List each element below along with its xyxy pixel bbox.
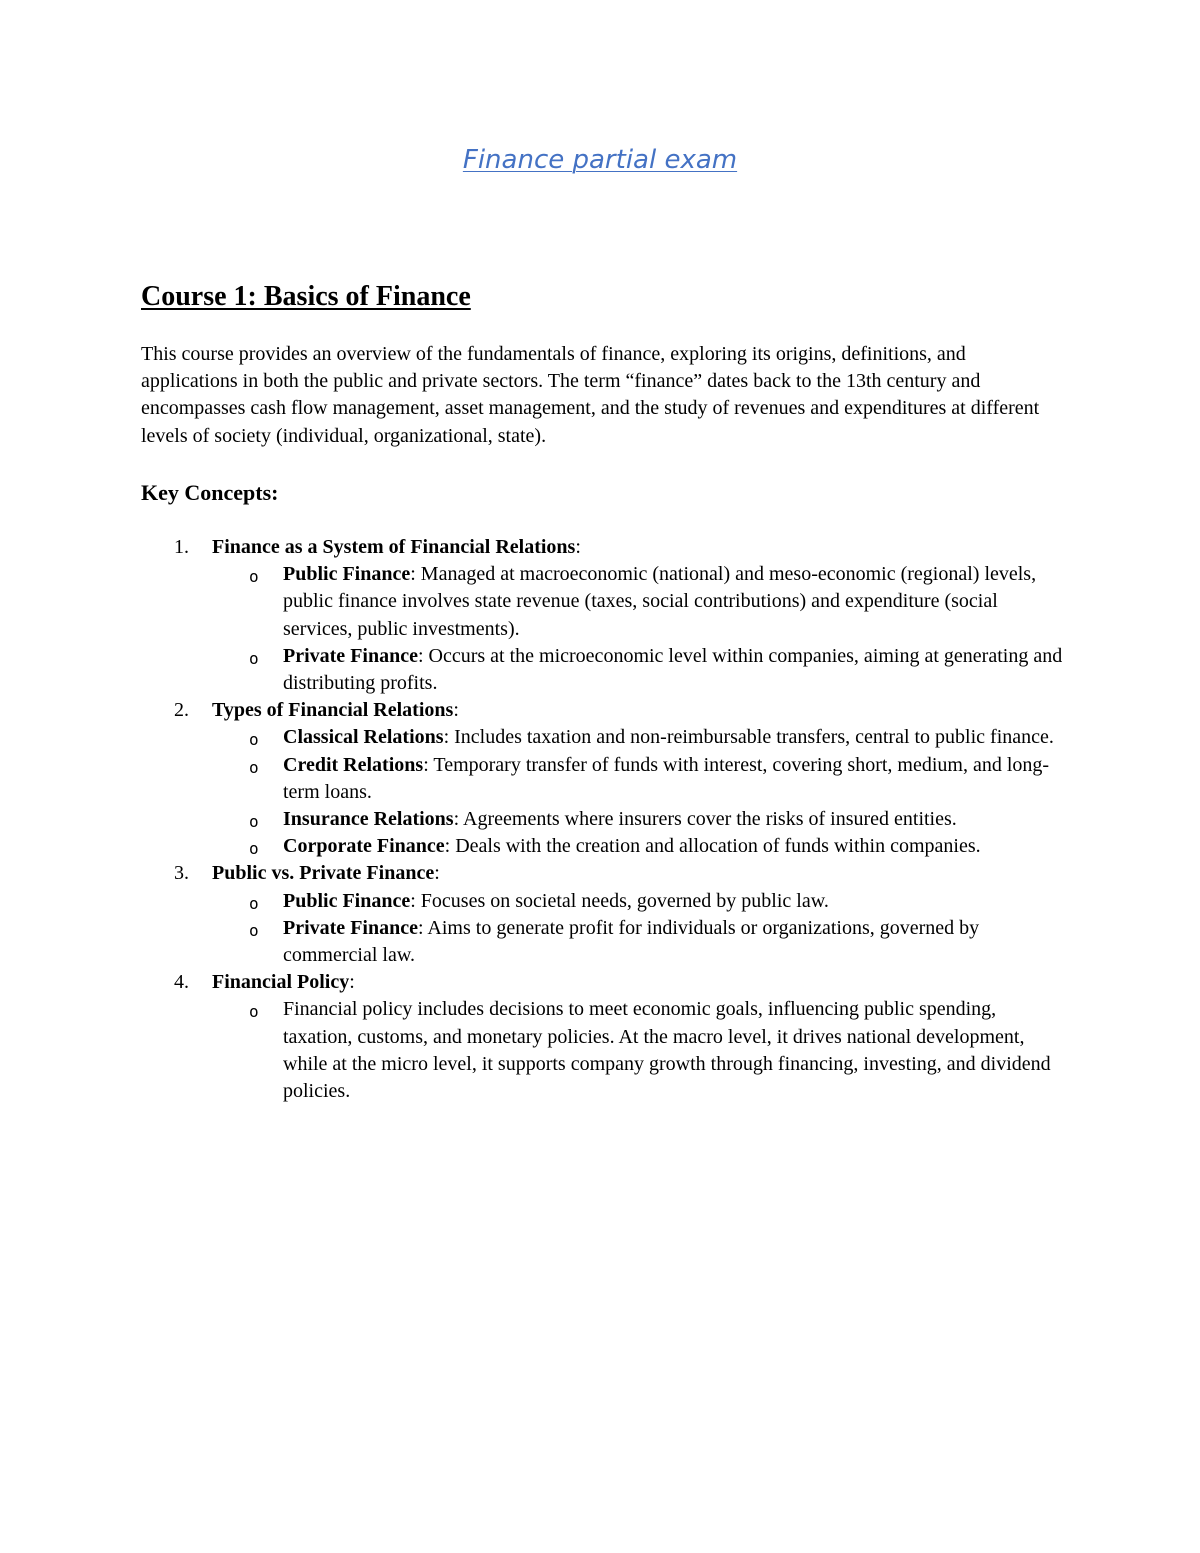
bullet-circle-icon: o [249,893,259,913]
sub-item-term: Classical Relations [283,726,444,749]
concept-sub-list [212,888,1200,970]
concept-title: Finance as a System of Financial Relations [212,536,576,558]
sub-item [212,643,1063,697]
bullet-circle-icon: o [249,567,259,587]
sub-item-term: Public Finance [283,563,411,586]
sub-item-term: Public Finance [283,889,411,912]
concept-number: 1. [174,536,189,558]
document-title: Finance partial exam [462,145,738,175]
concept-item [0,534,1200,697]
concept-number: 4. [174,971,189,994]
course-intro-paragraph: This course provides an overview of the fundamentals of finance, exploring its origins, definitions, and applications in both the public and private sectors. The term “finance” dates back to the 13th century and encompasses cash flow management, asset management, and the study of revenues and expenditures at different levels of society (individual, organizational, state). [141,343,1040,447]
concept-title-suffix: : [575,536,581,558]
sub-item-text: : Aims to generate profit for individuals or organizations, governed by commercial law. [283,916,980,967]
sub-item [212,724,1063,751]
concept-title-suffix: : [434,862,440,885]
sub-item-text: : Focuses on societal needs, governed by public law. [410,889,829,912]
sub-item [212,888,1063,915]
concept-number: 2. [174,699,189,722]
sub-item [212,752,1063,806]
concept-title-suffix: : [349,971,355,994]
bullet-circle-icon: o [249,757,259,777]
sub-item [212,561,1063,643]
course-heading: Course 1: Basics of Finance [141,281,471,312]
bullet-circle-icon: o [249,1002,259,1022]
concept-title-suffix: : [453,699,459,722]
sub-item-text: : Managed at macroeconomic (national) and meso-economic (regional) levels, public finance involves state revenue (taxes, social contributions) and expenditure (social services, public investments). [283,563,1037,640]
concept-item [0,860,1200,969]
sub-item-text: : Temporary transfer of funds with interest, covering short, medium, and long-term loans. [283,753,1050,803]
sub-item-term: Credit Relations [283,753,424,776]
bullet-circle-icon: o [249,648,259,668]
sub-item-term: Private Finance [283,644,418,667]
sub-item-text: Financial policy includes decisions to meet economic goals, influencing public spending, taxation, customs, and monetary policies. At the macro level, it drives national development, while at the micro level, it supports company growth through financing, investing, and dividend policies. [283,998,1051,1103]
sub-item-text: : Deals with the creation and allocation of funds within companies. [444,835,981,858]
key-concepts-heading: Key Concepts: [141,480,279,505]
concept-item [0,969,1200,1105]
sub-item-term: Insurance Relations [283,808,454,831]
concept-title: Financial Policy [212,971,350,994]
sub-item-text: : Occurs at the microeconomic level within companies, aiming at generating and distributing profits. [283,644,1063,695]
bullet-circle-icon: o [249,812,259,832]
sub-item [212,996,1063,1105]
concept-sub-list [212,996,1200,1105]
sub-item [212,806,1063,833]
key-concepts-list [0,534,1200,1105]
bullet-circle-icon: o [249,730,259,750]
sub-item [212,915,1063,969]
bullet-circle-icon: o [249,839,259,859]
concept-number: 3. [174,862,189,885]
concept-sub-list [212,561,1200,697]
concept-item [0,697,1200,860]
sub-item-text: : Agreements where insurers cover the risks of insured entities. [453,808,957,831]
concept-title: Types of Financial Relations [212,699,454,722]
sub-item-term: Corporate Finance [283,835,445,858]
bullet-circle-icon: o [249,920,259,940]
concept-title: Public vs. Private Finance [212,862,435,885]
concept-sub-list [212,724,1200,860]
sub-item [212,833,1063,860]
sub-item-text: : Includes taxation and non-reimbursable transfers, central to public finance. [443,726,1054,749]
sub-item-term: Private Finance [283,916,418,939]
